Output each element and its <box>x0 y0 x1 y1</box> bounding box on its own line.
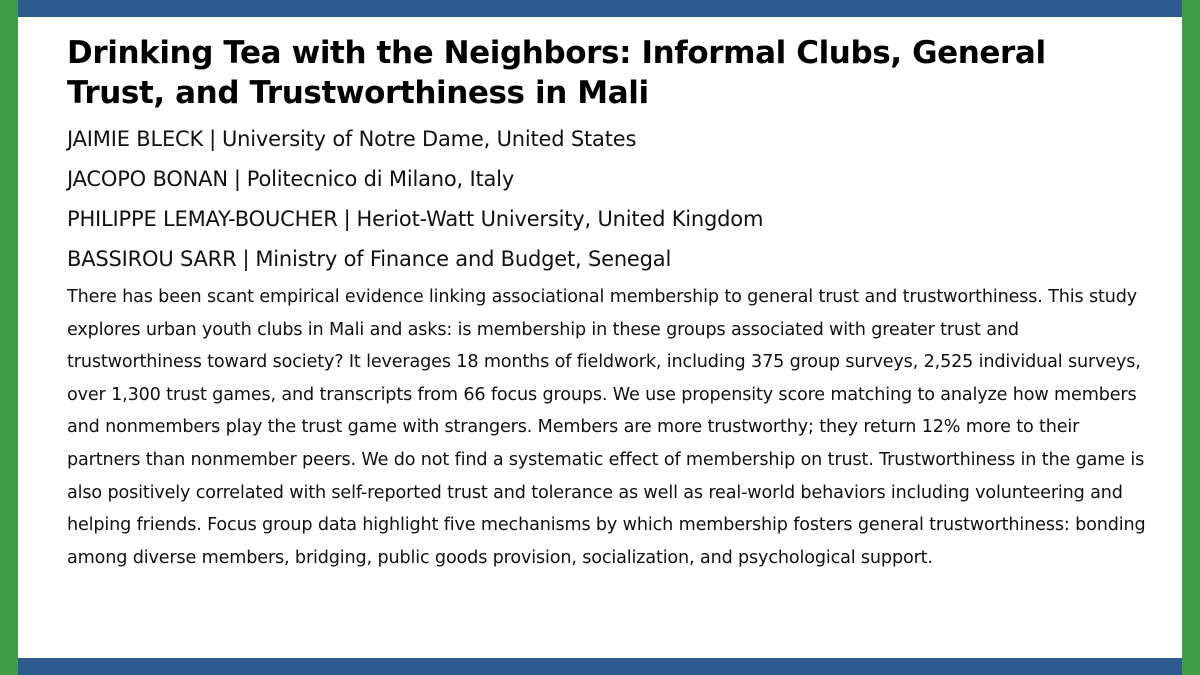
right-border <box>1182 0 1200 675</box>
author-line <box>67 239 1147 279</box>
author-list <box>67 119 1147 279</box>
author-affiliation: Politecnico di Milano, Italy <box>246 167 515 191</box>
author-line <box>67 199 1147 239</box>
article-card <box>67 33 1147 592</box>
author-affiliation: Ministry of Finance and Budget, Senegal <box>255 247 672 271</box>
author-name: PHILIPPE LEMAY-BOUCHER <box>67 207 338 231</box>
author-name: JAIMIE BLECK <box>67 127 204 151</box>
left-border <box>0 0 18 675</box>
article-title: Drinking Tea with the Neighbors: Informal Clubs, General Trust, and Trustworthiness in Mali <box>67 35 1046 111</box>
author-separator: | <box>343 207 351 231</box>
author-affiliation: Heriot-Watt University, United Kingdom <box>356 207 764 231</box>
author-separator: | <box>209 127 216 151</box>
top-border <box>18 0 1182 17</box>
author-separator: | <box>242 247 250 271</box>
author-affiliation: University of Notre Dame, United States <box>221 127 637 151</box>
author-line <box>67 119 1147 159</box>
author-line <box>67 159 1147 199</box>
abstract-text: There has been scant empirical evidence linking associational membership to general trust and trustworthiness. This study explores urban youth clubs in Mali and asks: is membership in these groups associated with greater trust and trustworthiness toward society? It leverages 18 months of fieldwork, including 375 group surveys, 2,525 individual surveys, over 1,300 trust games, and transcripts from 66 focus groups. We use propensity score matching to analyze how members and nonmembers play the trust game with strangers. Members are more trustworthy; they return 12% more to their partners than nonmember peers. We do not find a systematic effect of membership on trust. Trustworthiness in the game is also positively correlated with self-reported trust and tolerance as well as real-world behaviors including volunteering and helping friends. Focus group data highlight five mechanisms by which membership fosters general trustworthiness: bonding among diverse members, bridging, public goods provision, socialization, and psychological support. <box>67 287 1146 568</box>
bottom-border <box>18 658 1182 675</box>
author-name: JACOPO BONAN <box>67 167 228 191</box>
author-separator: | <box>233 167 241 191</box>
author-name: BASSIROU SARR <box>67 247 237 271</box>
